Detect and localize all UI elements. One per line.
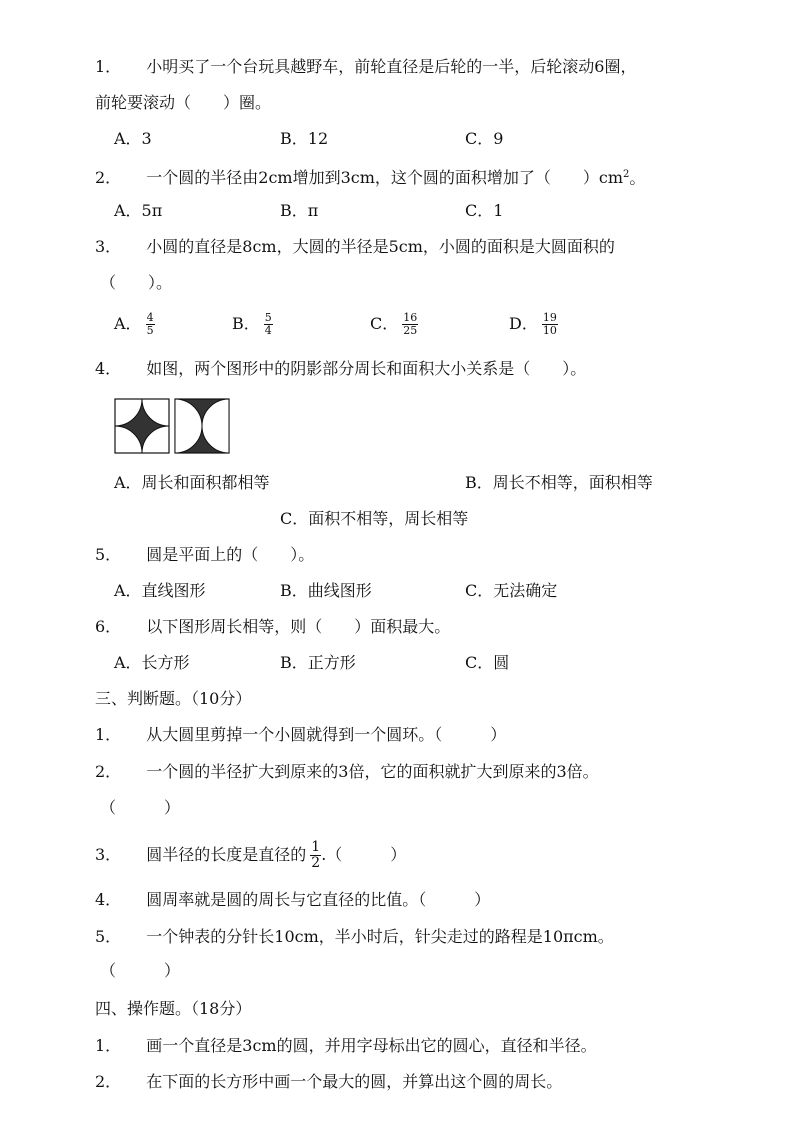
q3-option-b[interactable]	[232, 312, 273, 337]
q3-option-b-label: B．	[232, 314, 260, 333]
op2-number: 2．	[95, 1072, 122, 1091]
q1-option-c[interactable]: C．9	[465, 129, 504, 148]
tf4-number: 4．	[95, 890, 122, 909]
fraction-numerator: 16	[403, 311, 418, 324]
q1-option-b[interactable]: B．12	[280, 129, 329, 148]
tf3-fraction	[310, 840, 321, 871]
q5-option-c[interactable]: C．无法确定	[465, 581, 558, 600]
tf5-answer-blank[interactable]: （ ）	[100, 961, 181, 980]
tf2-answer-blank[interactable]: （ ）	[100, 798, 181, 817]
q4-option-c[interactable]: C．面积不相等，周长相等	[280, 509, 469, 528]
q5-option-b[interactable]: B．曲线图形	[280, 581, 372, 600]
tf3-text: 圆半径的长度是直径的	[146, 845, 307, 864]
q4-text: 如图，两个图形中的阴影部分周长和面积大小关系是（ ）。	[146, 359, 587, 378]
q4-figure-star	[115, 399, 169, 453]
q3-option-c-label: C．	[370, 314, 399, 333]
q3-option-a[interactable]	[114, 312, 155, 337]
q4-option-b[interactable]: B．周长不相等，面积相等	[465, 473, 653, 492]
q1-text-cont: 前轮要滚动（ ）圈。	[95, 93, 272, 112]
tf1-number: 1．	[95, 725, 122, 744]
q5-number: 5．	[95, 545, 122, 564]
op2	[95, 1071, 562, 1093]
q4-number: 4．	[95, 359, 122, 378]
fraction-numerator: 4	[146, 311, 154, 324]
q3-text: 小圆的直径是8cm，大圆的半径是5cm，小圆的面积是大圆面积的	[146, 237, 615, 256]
tf4	[95, 889, 490, 911]
tf3-number: 3．	[95, 845, 122, 864]
q4-figure	[114, 398, 230, 454]
fraction-denominator: 5	[146, 324, 154, 337]
q4-figure-hourglass	[175, 399, 229, 453]
tf1	[95, 724, 506, 746]
q3-number: 3．	[95, 237, 122, 256]
tf5-text: 一个钟表的分针长10cm，半小时后，针尖走过的路程是10πcm。	[146, 927, 614, 946]
q2-text: 一个圆的半径由2cm增加到3cm，这个圆的面积增加了（ ）cm	[146, 168, 624, 188]
fraction-denominator: 25	[403, 324, 418, 337]
q3-option-a-fraction	[146, 312, 155, 337]
tf5	[95, 926, 614, 948]
q2	[95, 164, 645, 189]
tf3-tail: .（ ）	[321, 845, 407, 864]
fraction-numerator: 19	[542, 311, 557, 324]
q3-option-d-label: D．	[509, 314, 538, 333]
op2-text: 在下面的长方形中画一个最大的圆，并算出这个圆的周长。	[146, 1072, 563, 1091]
tf2-text: 一个圆的半径扩大到原来的3倍，它的面积就扩大到原来的3倍。	[146, 762, 599, 781]
tf2	[95, 761, 599, 783]
q6-option-b[interactable]: B．正方形	[280, 653, 356, 672]
q5	[95, 544, 314, 566]
q1-option-a[interactable]: A．3	[114, 129, 152, 148]
q2-option-c[interactable]: C．1	[465, 201, 504, 220]
section4-title: 四、操作题。（18分）	[95, 999, 252, 1018]
q3-option-c-fraction	[402, 312, 418, 337]
section3-title: 三、判断题。（10分）	[95, 689, 252, 708]
q2-option-a[interactable]: A．5π	[114, 201, 163, 220]
q3	[95, 236, 615, 258]
q1	[95, 56, 636, 78]
q2-superscript: 2	[623, 169, 630, 180]
op1	[95, 1035, 597, 1057]
q3-option-d[interactable]	[509, 312, 558, 337]
q3-option-d-fraction	[542, 312, 558, 337]
q1-number: 1．	[95, 57, 122, 76]
q1-text: 小明买了一个台玩具越野车，前轮直径是后轮的一半，后轮滚动6圈，	[146, 57, 637, 76]
op1-text: 画一个直径是3cm的圆，并用字母标出它的圆心，直径和半径。	[146, 1036, 597, 1055]
fraction-denominator: 10	[542, 324, 557, 337]
op1-number: 1．	[95, 1036, 122, 1055]
fraction-numerator: 5	[264, 311, 272, 324]
tf5-number: 5．	[95, 927, 122, 946]
fraction-denominator: 2	[311, 855, 321, 871]
q6-text: 以下图形周长相等，则（ ）面积最大。	[146, 617, 451, 636]
q3-text-cont: （ ）。	[100, 273, 173, 292]
q5-text: 圆是平面上的（ ）。	[146, 545, 315, 564]
q4	[95, 358, 586, 380]
q3-option-c[interactable]	[370, 312, 418, 337]
q5-option-a[interactable]: A．直线图形	[114, 581, 206, 600]
q3-option-b-fraction	[264, 312, 273, 337]
q6-option-c[interactable]: C．圆	[465, 653, 510, 672]
q6-option-a[interactable]: A．长方形	[114, 653, 190, 672]
q6-number: 6．	[95, 617, 122, 636]
tf1-text: 从大圆里剪掉一个小圆就得到一个圆环。（ ）	[146, 725, 507, 744]
tf4-text: 圆周率就是圆的周长与它直径的比值。（ ）	[146, 890, 491, 909]
tf3	[95, 840, 406, 871]
q2-tail: 。	[629, 168, 646, 188]
q6	[95, 616, 450, 638]
q2-number: 2．	[95, 168, 122, 188]
q2-option-b[interactable]: B．π	[280, 201, 319, 220]
fraction-numerator: 1	[311, 839, 321, 855]
tf2-number: 2．	[95, 762, 122, 781]
q3-option-a-label: A．	[114, 314, 142, 333]
q4-option-a[interactable]: A．周长和面积都相等	[114, 473, 270, 492]
fraction-denominator: 4	[264, 324, 272, 337]
